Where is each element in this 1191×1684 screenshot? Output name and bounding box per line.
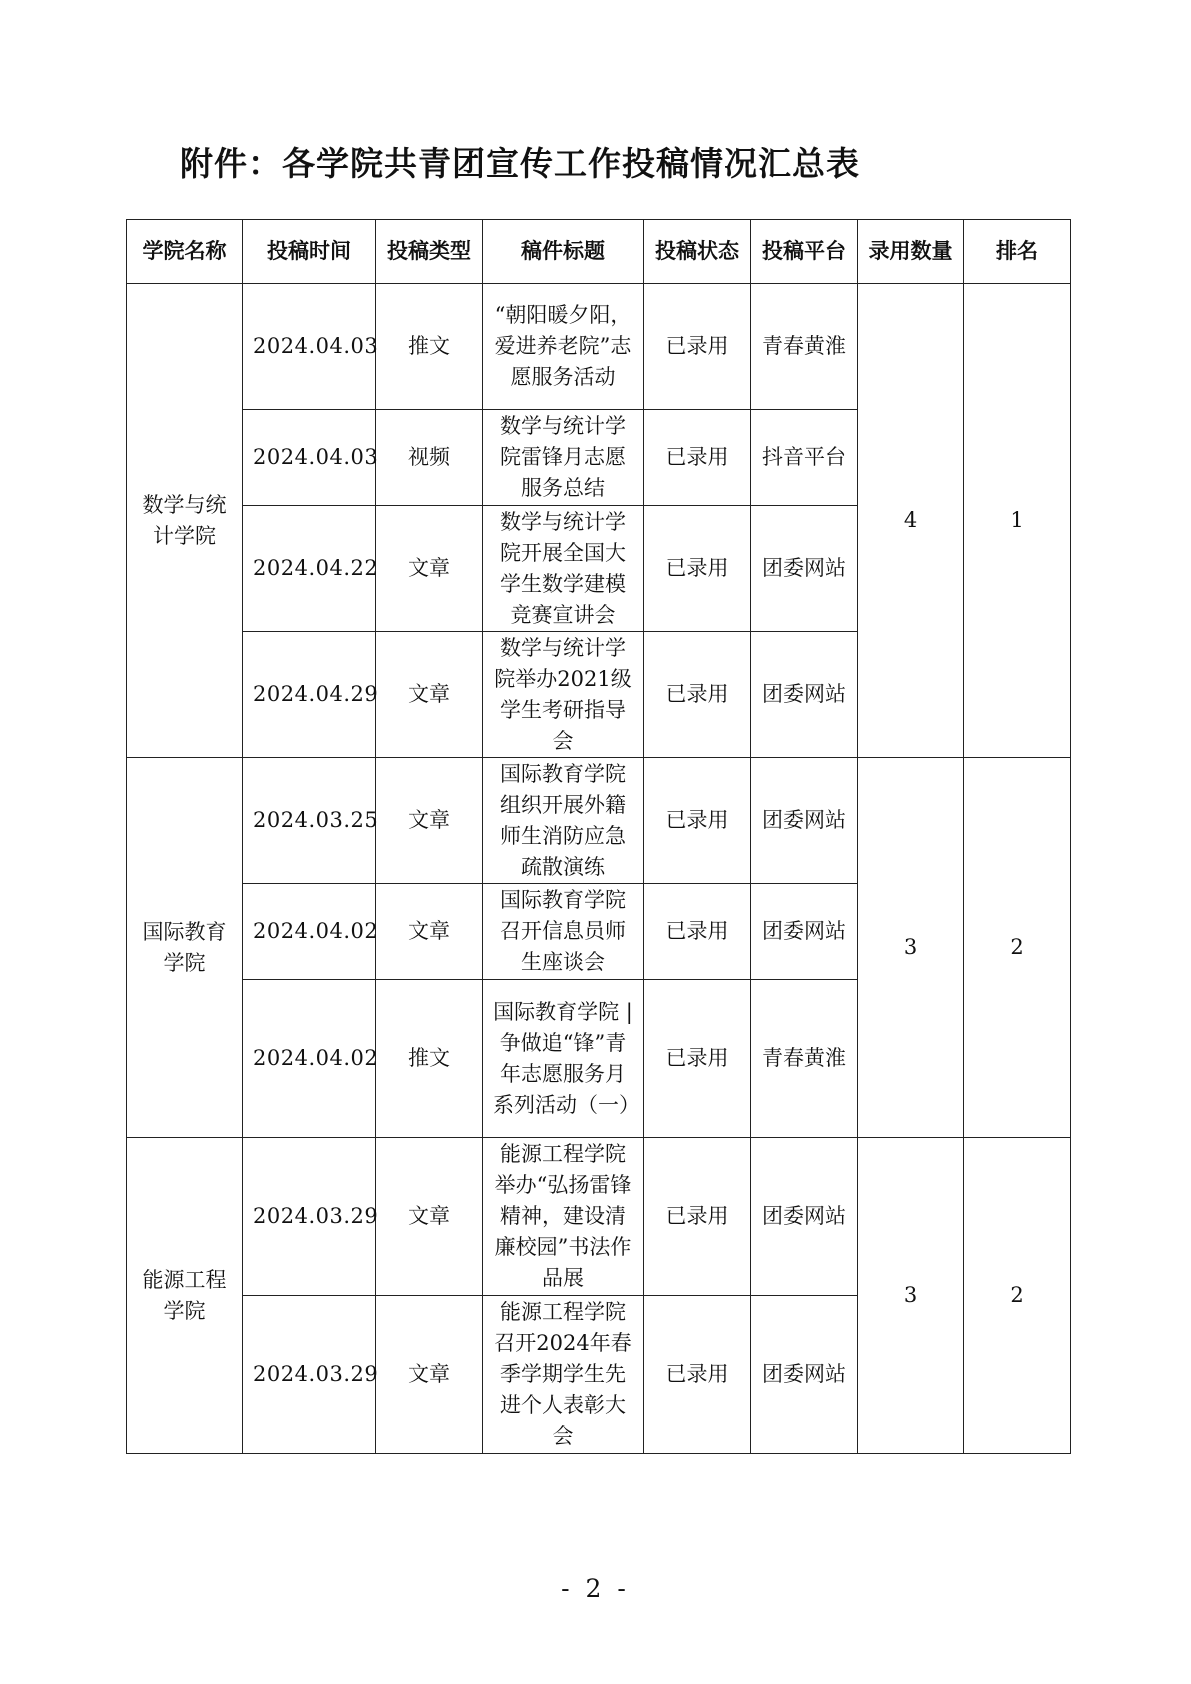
submission-platform: 团委网站	[751, 1296, 858, 1454]
article-title: 数学与统计学院举办2021级学生考研指导会	[483, 632, 644, 758]
article-title: 能源工程学院举办“弘扬雷锋精神，建设清廉校园”书法作品展	[483, 1138, 644, 1296]
article-title: 数学与统计学院开展全国大学生数学建模竞赛宣讲会	[483, 506, 644, 632]
submission-date: 2024.03.25	[243, 758, 376, 884]
submission-status: 已录用	[644, 884, 751, 980]
page-number: - 2 -	[561, 1574, 630, 1603]
submission-type: 文章	[376, 884, 483, 980]
table-row	[127, 758, 1071, 884]
rank: 2	[964, 758, 1071, 1138]
accepted-count: 3	[858, 1138, 964, 1454]
accepted-count: 4	[858, 284, 964, 758]
submission-date: 2024.04.29	[243, 632, 376, 758]
submission-platform: 青春黄淮	[751, 284, 858, 410]
header-count: 录用数量	[858, 220, 964, 284]
submission-date: 2024.04.02	[243, 980, 376, 1138]
submission-type: 推文	[376, 284, 483, 410]
header-college: 学院名称	[127, 220, 243, 284]
header-type: 投稿类型	[376, 220, 483, 284]
submission-type: 文章	[376, 632, 483, 758]
submission-status: 已录用	[644, 284, 751, 410]
submission-type: 文章	[376, 758, 483, 884]
article-title: 国际教育学院 | 争做追“锋”青年志愿服务月系列活动（一）	[483, 980, 644, 1138]
submission-type: 视频	[376, 410, 483, 506]
submission-type: 文章	[376, 1138, 483, 1296]
submission-status: 已录用	[644, 506, 751, 632]
submission-platform: 团委网站	[751, 632, 858, 758]
submission-platform: 团委网站	[751, 1138, 858, 1296]
submission-status: 已录用	[644, 410, 751, 506]
submission-summary-table	[126, 219, 1071, 1454]
submission-type: 推文	[376, 980, 483, 1138]
submission-type: 文章	[376, 1296, 483, 1454]
header-platform: 投稿平台	[751, 220, 858, 284]
submission-status: 已录用	[644, 980, 751, 1138]
submission-platform: 团委网站	[751, 506, 858, 632]
submission-status: 已录用	[644, 1296, 751, 1454]
table-row	[127, 284, 1071, 410]
article-title: 能源工程学院召开2024年春季学期学生先进个人表彰大会	[483, 1296, 644, 1454]
rank: 2	[964, 1138, 1071, 1454]
college-name: 国际教育学院	[127, 758, 243, 1138]
submission-date: 2024.03.29	[243, 1138, 376, 1296]
header-title: 稿件标题	[483, 220, 644, 284]
submission-status: 已录用	[644, 1138, 751, 1296]
submission-platform: 青春黄淮	[751, 980, 858, 1138]
table-row	[127, 1138, 1071, 1296]
college-name: 数学与统计学院	[127, 284, 243, 758]
article-title: 国际教育学院召开信息员师生座谈会	[483, 884, 644, 980]
header-rank: 排名	[964, 220, 1071, 284]
header-date: 投稿时间	[243, 220, 376, 284]
submission-platform: 抖音平台	[751, 410, 858, 506]
table-header-row	[127, 220, 1071, 284]
submission-date: 2024.03.29	[243, 1296, 376, 1454]
submission-date: 2024.04.22	[243, 506, 376, 632]
article-title: 数学与统计学院雷锋月志愿服务总结	[483, 410, 644, 506]
submission-status: 已录用	[644, 758, 751, 884]
submission-date: 2024.04.03	[243, 284, 376, 410]
header-status: 投稿状态	[644, 220, 751, 284]
submission-type: 文章	[376, 506, 483, 632]
page-title: 附件：各学院共青团宣传工作投稿情况汇总表	[180, 144, 860, 183]
college-name: 能源工程学院	[127, 1138, 243, 1454]
submission-platform: 团委网站	[751, 758, 858, 884]
article-title: “朝阳暖夕阳，爱进养老院”志愿服务活动	[483, 284, 644, 410]
accepted-count: 3	[858, 758, 964, 1138]
submission-date: 2024.04.02	[243, 884, 376, 980]
rank: 1	[964, 284, 1071, 758]
article-title: 国际教育学院组织开展外籍师生消防应急疏散演练	[483, 758, 644, 884]
submission-platform: 团委网站	[751, 884, 858, 980]
submission-status: 已录用	[644, 632, 751, 758]
submission-date: 2024.04.03	[243, 410, 376, 506]
